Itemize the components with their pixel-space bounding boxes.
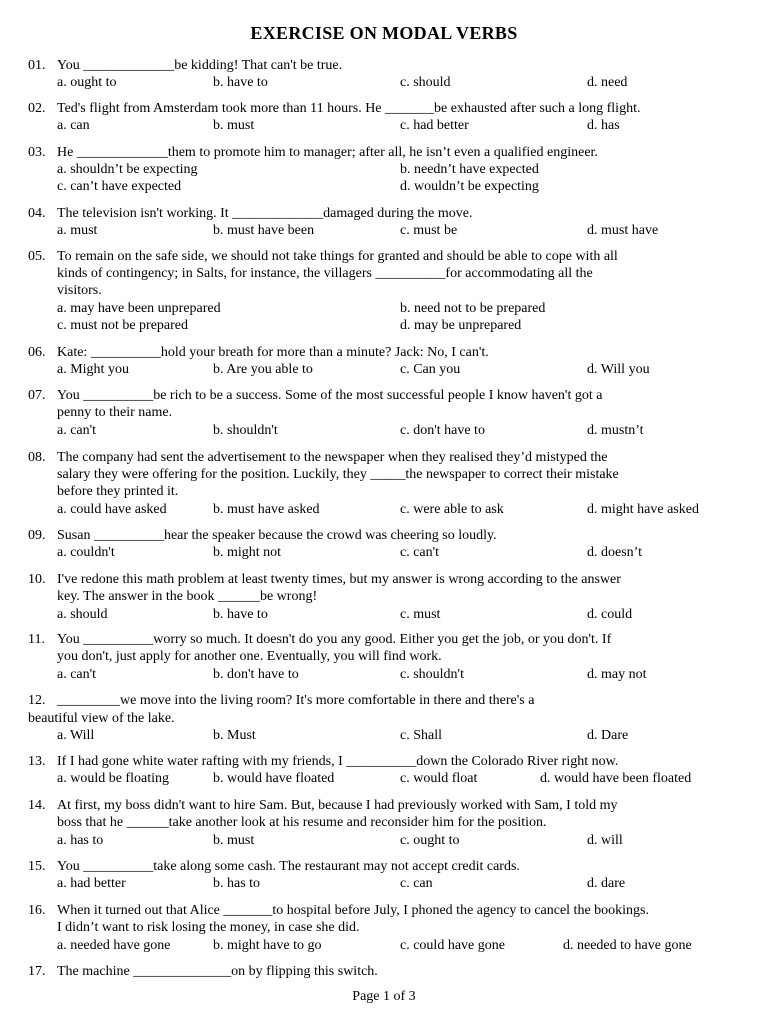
answer-option: d. need [587,75,628,90]
question-text-line: To remain on the safe side, we should not take things for granted and should be able to cope with all [57,249,618,264]
question-text-line: you don't, just apply for another one. Eventually, you will find work. [57,649,442,664]
answer-option: b. Are you able to [213,362,313,377]
answer-option: a. could have asked [57,502,167,517]
answer-option: d. would have been floated [540,771,692,786]
answer-option: c. Shall [400,728,442,743]
answer-option: b. have to [213,75,268,90]
answer-option: c. must [400,607,441,622]
question-text [57,248,747,299]
answer-option: a. can [57,118,90,133]
question-text [57,902,747,936]
answer-option: d. doesn’t [587,545,642,560]
answer-option: b. shouldn't [213,423,278,438]
question-text [57,205,747,222]
answer-option: a. Will [57,728,95,743]
question-text [57,387,747,421]
answer-option: d. may not [587,667,647,682]
answer-option: c. Can you [400,362,461,377]
question-number: 09. [28,528,46,543]
question-number: 17. [28,964,46,979]
page-footer: Page 1 of 3 [352,989,416,1004]
question-number: 05. [28,249,46,264]
question-text-line: You __________be rich to be a success. Some of the most successful people I know haven't got a [57,388,603,403]
answer-options-row [0,727,768,744]
answer-option: c. should [400,75,451,90]
answer-option: d. may be unprepared [400,318,522,333]
answer-option: c. can’t have expected [57,179,182,194]
answer-option: a. has to [57,833,104,848]
question-number: 15. [28,859,46,874]
question-text [57,144,747,161]
answer-option: d. needed to have gone [563,938,692,953]
answer-option: a. ought to [57,75,117,90]
question-text-line: I didn’t want to risk losing the money, in case she did. [57,920,360,935]
answer-option: d. Will you [587,362,650,377]
question-text-line: Ted's flight from Amsterdam took more than 11 hours. He _______be exhausted after such a long flight. [57,101,641,116]
question-text-line: penny to their name. [57,405,173,420]
question-number: 06. [28,345,46,360]
question-text-line: He _____________them to promote him to manager; after all, he isn’t even a qualified engineer. [57,145,598,160]
answer-options-row [0,161,768,178]
answer-option: a. can't [57,423,97,438]
answer-option: a. must [57,223,98,238]
answer-option: c. don't have to [400,423,485,438]
question-number: 02. [28,101,46,116]
answer-options-row [0,875,768,892]
answer-options-row [0,606,768,623]
answer-option: b. need not to be prepared [400,301,546,316]
question-number: 07. [28,388,46,403]
question-text-line: salary they were offering for the position. Luckily, they _____the newspaper to correct their mistake [57,467,619,482]
question-text-line: _________we move into the living room? It's more comfortable in there and there's a [57,693,535,708]
question-text-line: Kate: __________hold your breath for more than a minute? Jack: No, I can't. [57,345,489,360]
question-text [57,797,747,831]
question-text [57,858,747,875]
answer-option: c. had better [400,118,469,133]
answer-options-row [0,770,768,787]
answer-option: c. must not be prepared [57,318,189,333]
question-number: 11. [28,632,45,647]
answer-options-row [0,317,768,334]
answer-option: d. will [587,833,623,848]
answer-option: c. can't [400,545,440,560]
answer-option: d. wouldn’t be expecting [400,179,539,194]
answer-option: c. would float [400,771,478,786]
answer-options-row [0,361,768,378]
question-text-line: You __________worry so much. It doesn't do you any good. Either you get the job, or you don't. If [57,632,612,647]
answer-option: c. can [400,876,433,891]
answer-option: b. needn’t have expected [400,162,539,177]
answer-option: a. would be floating [57,771,169,786]
question-text-line: Susan __________hear the speaker because the crowd was cheering so loudly. [57,528,497,543]
question-number: 10. [28,572,46,587]
answer-options-row [0,300,768,317]
answer-option: a. had better [57,876,126,891]
answer-option: b. would have floated [213,771,335,786]
answer-option: b. might have to go [213,938,322,953]
question-number: 16. [28,903,46,918]
answer-option: b. Must [213,728,256,743]
question-text-line: You _____________be kidding! That can't be true. [57,58,343,73]
answer-option: a. needed have gone [57,938,171,953]
question-text [57,753,747,770]
answer-option: c. shouldn't [400,667,464,682]
question-text [57,100,747,117]
answer-options-row [0,666,768,683]
question-number: 13. [28,754,46,769]
answer-options-row [0,501,768,518]
question-number: 08. [28,450,46,465]
answer-option: a. shouldn’t be expecting [57,162,198,177]
answer-options-row [0,544,768,561]
answer-option: d. has [587,118,620,133]
answer-option: b. have to [213,607,268,622]
question-text-line: visitors. [57,283,102,298]
answer-option: c. ought to [400,833,460,848]
answer-options-row [0,178,768,195]
question-number: 12. [28,693,46,708]
answer-option: b. might not [213,545,282,560]
question-text [57,344,747,361]
answer-options-row [0,832,768,849]
answer-options-row [0,937,768,954]
question-text-line: boss that he ______take another look at his resume and reconsider him for the position. [57,815,547,830]
question-text [57,571,747,605]
question-text [57,692,747,709]
question-text [57,631,747,665]
question-text-line: key. The answer in the book ______be wrong! [57,589,318,604]
answer-options-row [0,422,768,439]
answer-option: c. were able to ask [400,502,504,517]
answer-option: a. should [57,607,108,622]
question-text-line: before they printed it. [57,484,179,499]
answer-option: b. must [213,833,255,848]
page-title: EXERCISE ON MODAL VERBS [250,23,518,43]
answer-option: d. mustn’t [587,423,644,438]
question-text [57,57,747,74]
answer-option: b. don't have to [213,667,299,682]
question-text-line: The machine ______________on by flipping this switch. [57,964,378,979]
answer-option: a. Might you [57,362,129,377]
answer-option: b. has to [213,876,261,891]
question-text-line: You __________take along some cash. The restaurant may not accept credit cards. [57,859,520,874]
question-text-line: The company had sent the advertisement to the newspaper when they realised they’d mistyped the [57,450,608,465]
answer-options-row [0,117,768,134]
answer-option: c. could have gone [400,938,505,953]
question-text [57,527,747,544]
question-number: 14. [28,798,46,813]
answer-option: a. couldn't [57,545,115,560]
question-number: 04. [28,206,46,221]
answer-option: b. must have asked [213,502,320,517]
question-text [57,449,747,500]
answer-option: a. may have been unprepared [57,301,221,316]
question-text [57,963,747,980]
answer-option: c. must be [400,223,458,238]
answer-option: d. Dare [587,728,629,743]
answer-option: d. must have [587,223,659,238]
answer-option: b. must [213,118,255,133]
answer-option: d. could [587,607,633,622]
question-number: 01. [28,58,46,73]
answer-option: d. dare [587,876,626,891]
answer-option: d. might have asked [587,502,699,517]
question-text-line: If I had gone white water rafting with my friends, I __________down the Colorado River right now. [57,754,619,769]
answer-options-row [0,222,768,239]
question-text-line: At first, my boss didn't want to hire Sam. But, because I had previously worked with Sam, I told my [57,798,618,813]
question-text-line: beautiful view of the lake. [28,711,175,726]
question-text-line: The television isn't working. It _____________damaged during the move. [57,206,473,221]
question-text-line: kinds of contingency; in Salts, for instance, the villagers __________for accommodating all the [57,266,593,281]
question-number: 03. [28,145,46,160]
answer-options-row [0,74,768,91]
question-text-line: I've redone this math problem at least twenty times, but my answer is wrong according to the answer [57,572,621,587]
question-text-line: When it turned out that Alice _______to hospital before July, I phoned the agency to cancel the bookings. [57,903,649,918]
answer-option: a. can't [57,667,97,682]
answer-option: b. must have been [213,223,315,238]
